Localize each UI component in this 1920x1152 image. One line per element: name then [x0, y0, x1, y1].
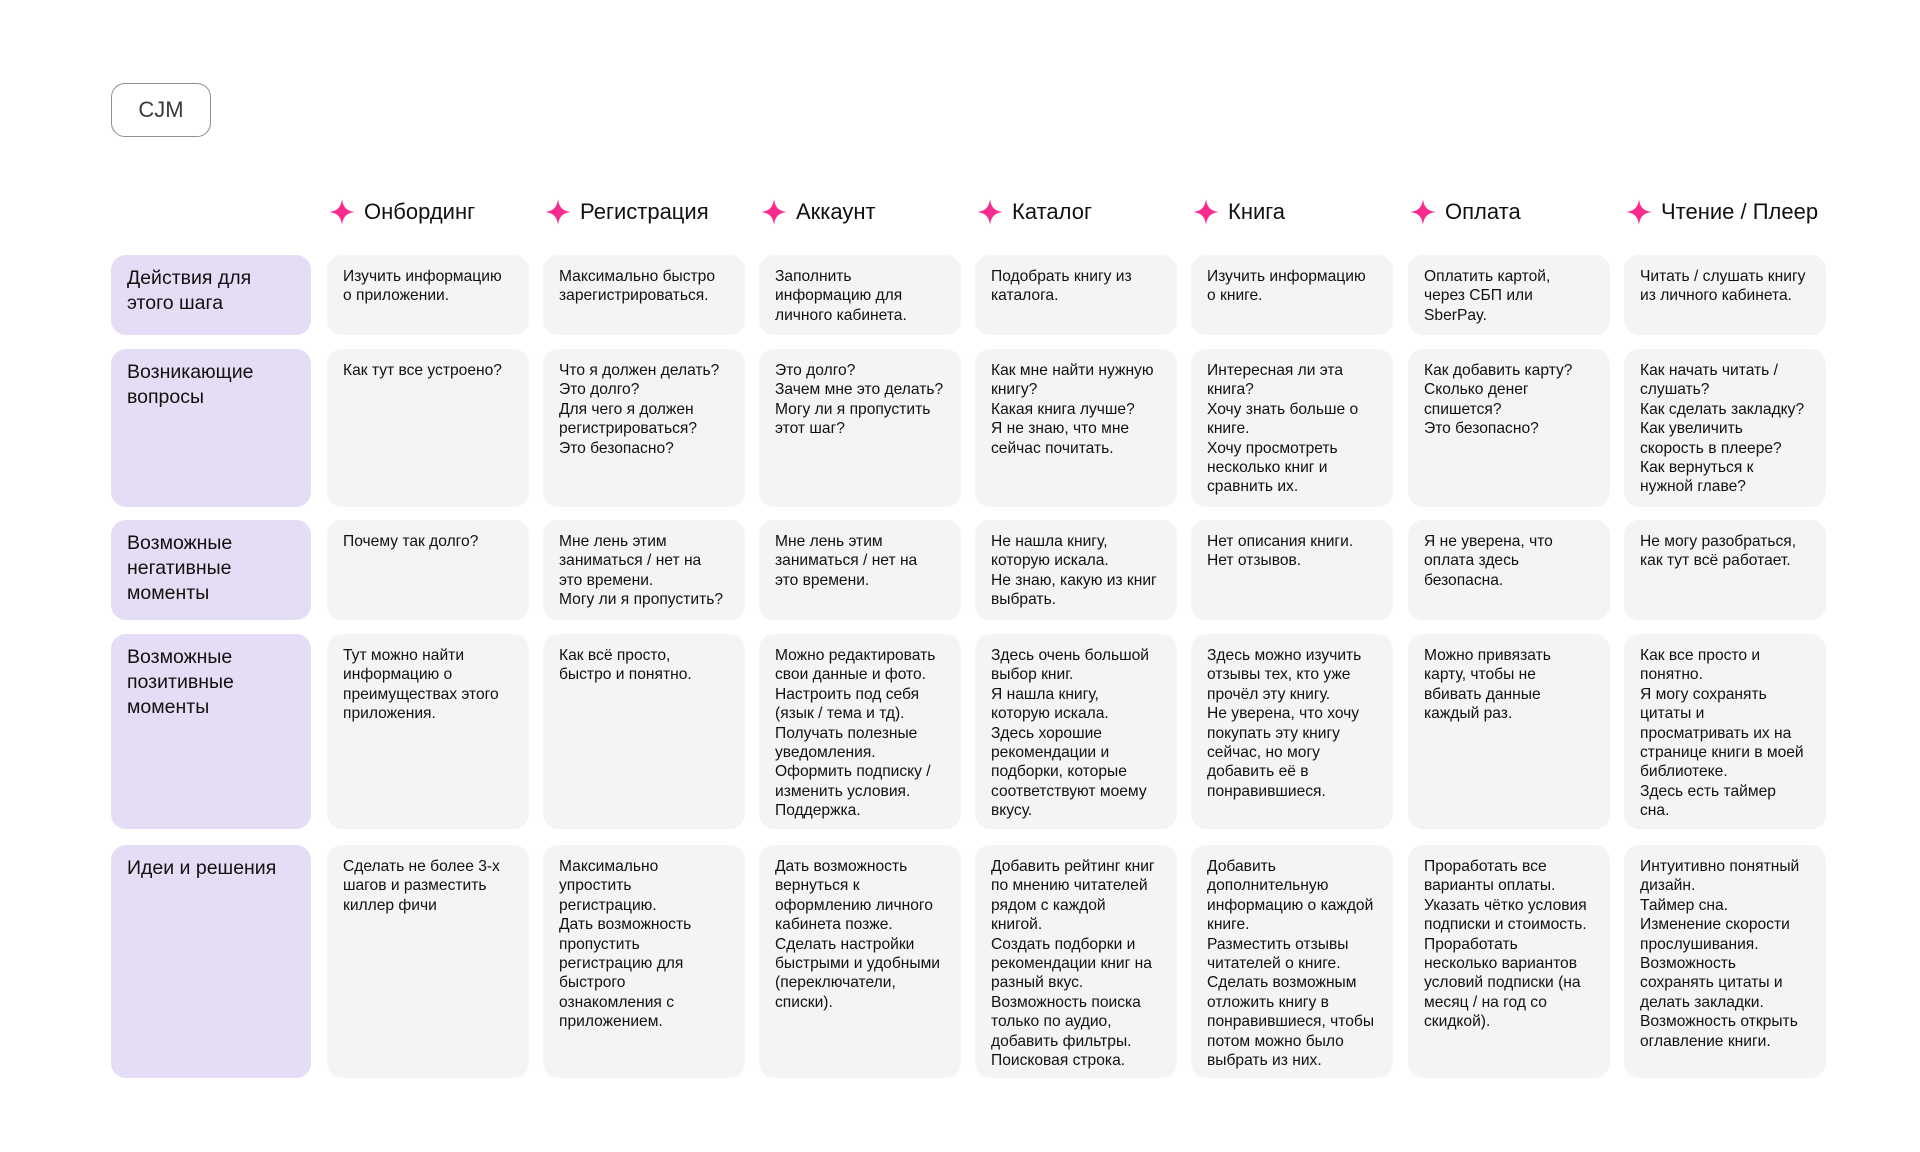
cell-negative-moments-catalog: Не нашла книгу, которую искала. Не знаю, какую из книг выбрать.: [975, 520, 1177, 620]
cell-questions-registration: Что я должен делать? Это долго? Для чего я должен регистрироваться? Это безопасно?: [543, 349, 745, 507]
stage-header-catalog: [977, 192, 1092, 232]
cell-positive-moments-onboarding: Тут можно найти информацию о преимуществах этого приложения.: [327, 634, 529, 829]
cell-negative-moments-onboarding: Почему так долго?: [327, 520, 529, 620]
cell-actions-registration: Максимально быстро зарегистрироваться.: [543, 255, 745, 335]
row-label-ideas-solutions: Идеи и решения: [111, 845, 311, 1078]
sparkle-icon: [1193, 199, 1219, 225]
cell-actions-catalog: Подобрать книгу из каталога.: [975, 255, 1177, 335]
sparkle-icon: [545, 199, 571, 225]
row-label-negative-moments: Возможные негативные моменты: [111, 520, 311, 620]
row-label-positive-moments: Возможные позитивные моменты: [111, 634, 311, 829]
cell-positive-moments-catalog: Здесь очень большой выбор книг. Я нашла книгу, которую искала. Здесь хорошие рекомендации и подборки, которые соответствуют моему вкусу.: [975, 634, 1177, 829]
stage-title: Оплата: [1445, 199, 1521, 224]
cell-ideas-solutions-onboarding: Сделать не более 3-х шагов и разместить киллер фичи: [327, 845, 529, 1078]
cell-positive-moments-reading-player: Как все просто и понятно. Я могу сохранять цитаты и просматривать их на странице книги в моей библиотеке. Здесь есть таймер сна.: [1624, 634, 1826, 829]
stage-title: Чтение / Плеер: [1661, 199, 1819, 224]
cell-negative-moments-account: Мне лень этим заниматься / нет на это времени.: [759, 520, 961, 620]
cell-questions-onboarding: Как тут все устроено?: [327, 349, 529, 507]
row-label-actions: Действия для этого шага: [111, 255, 311, 335]
cell-negative-moments-registration: Мне лень этим заниматься / нет на это времени. Могу ли я пропустить?: [543, 520, 745, 620]
stage-header-registration: [545, 192, 709, 232]
cell-questions-book: Интересная ли эта книга? Хочу знать больше о книге. Хочу просмотреть несколько книг и сравнить их.: [1191, 349, 1393, 507]
stage-title: Аккаунт: [796, 199, 876, 224]
stage-header-account: [761, 192, 876, 232]
cell-questions-account: Это долго? Зачем мне это делать? Могу ли я пропустить этот шаг?: [759, 349, 961, 507]
cell-ideas-solutions-book: Добавить дополнительную информацию о каждой книге. Разместить отзывы читателей о книге. Сделать возможным отложить книгу в понравившиеся, чтобы потом можно было выбрать из них.: [1191, 845, 1393, 1078]
cell-negative-moments-payment: Я не уверена, что оплата здесь безопасна.: [1408, 520, 1610, 620]
stage-title: Регистрация: [580, 199, 709, 224]
stage-title: Онбординг: [364, 199, 476, 224]
sparkle-icon: [1410, 199, 1436, 225]
cell-questions-payment: Как добавить карту? Сколько денег спишется? Это безопасно?: [1408, 349, 1610, 507]
cell-actions-payment: Оплатить картой, через СБП или SberPay.: [1408, 255, 1610, 335]
cell-ideas-solutions-registration: Максимально упростить регистрацию. Дать возможность пропустить регистрацию для быстрого ознакомления с приложением.: [543, 845, 745, 1078]
cell-ideas-solutions-reading-player: Интуитивно понятный дизайн. Таймер сна. Изменение скорости прослушивания. Возможность сохранять цитаты и делать закладки. Возможность открыть оглавление книги.: [1624, 845, 1826, 1078]
cell-actions-reading-player: Читать / слушать книгу из личного кабинета.: [1624, 255, 1826, 335]
cell-positive-moments-account: Можно редактировать свои данные и фото. Настроить под себя (язык / тема и тд). Получать полезные уведомления. Оформить подписку / изменить условия. Поддержка.: [759, 634, 961, 829]
sparkle-icon: [761, 199, 787, 225]
cell-positive-moments-payment: Можно привязать карту, чтобы не вбивать данные каждый раз.: [1408, 634, 1610, 829]
sparkle-icon: [329, 199, 355, 225]
stage-header-reading-player: [1626, 192, 1818, 232]
cell-ideas-solutions-payment: Проработать все варианты оплаты. Указать чётко условия подписки и стоимость. Проработать несколько вариантов условий подписки (на месяц / на год со скидкой).: [1408, 845, 1610, 1078]
cell-negative-moments-book: Нет описания книги. Нет отзывов.: [1191, 520, 1393, 620]
cjm-tag: CJM: [111, 83, 211, 137]
cell-positive-moments-registration: Как всё просто, быстро и понятно.: [543, 634, 745, 829]
cell-questions-reading-player: Как начать читать / слушать? Как сделать закладку? Как увеличить скорость в плеере? Как вернуться к нужной главе?: [1624, 349, 1826, 507]
stage-header-payment: [1410, 192, 1521, 232]
cell-actions-account: Заполнить информацию для личного кабинета.: [759, 255, 961, 335]
stage-header-onboarding: [329, 192, 475, 232]
cell-negative-moments-reading-player: Не могу разобраться, как тут всё работает.: [1624, 520, 1826, 620]
cell-ideas-solutions-account: Дать возможность вернуться к оформлению личного кабинета позже. Сделать настройки быстрыми и удобными (переключатели, списки).: [759, 845, 961, 1078]
cell-questions-catalog: Как мне найти нужную книгу? Какая книга лучше? Я не знаю, что мне сейчас почитать.: [975, 349, 1177, 507]
cell-actions-book: Изучить информацию о книге.: [1191, 255, 1393, 335]
stage-header-book: [1193, 192, 1285, 232]
row-label-questions: Возникающие вопросы: [111, 349, 311, 507]
cell-ideas-solutions-catalog: Добавить рейтинг книг по мнению читателей рядом с каждой книгой. Создать подборки и рекомендации книг на разный вкус. Возможность поиска только по аудио, добавить фильтры. Поисковая строка.: [975, 845, 1177, 1078]
cell-actions-onboarding: Изучить информацию о приложении.: [327, 255, 529, 335]
sparkle-icon: [977, 199, 1003, 225]
stage-title: Каталог: [1012, 199, 1092, 224]
stage-title: Книга: [1228, 199, 1286, 224]
sparkle-icon: [1626, 199, 1652, 225]
cell-positive-moments-book: Здесь можно изучить отзывы тех, кто уже прочёл эту книгу. Не уверена, что хочу покупать эту книгу сейчас, но могу добавить её в понравившиеся.: [1191, 634, 1393, 829]
